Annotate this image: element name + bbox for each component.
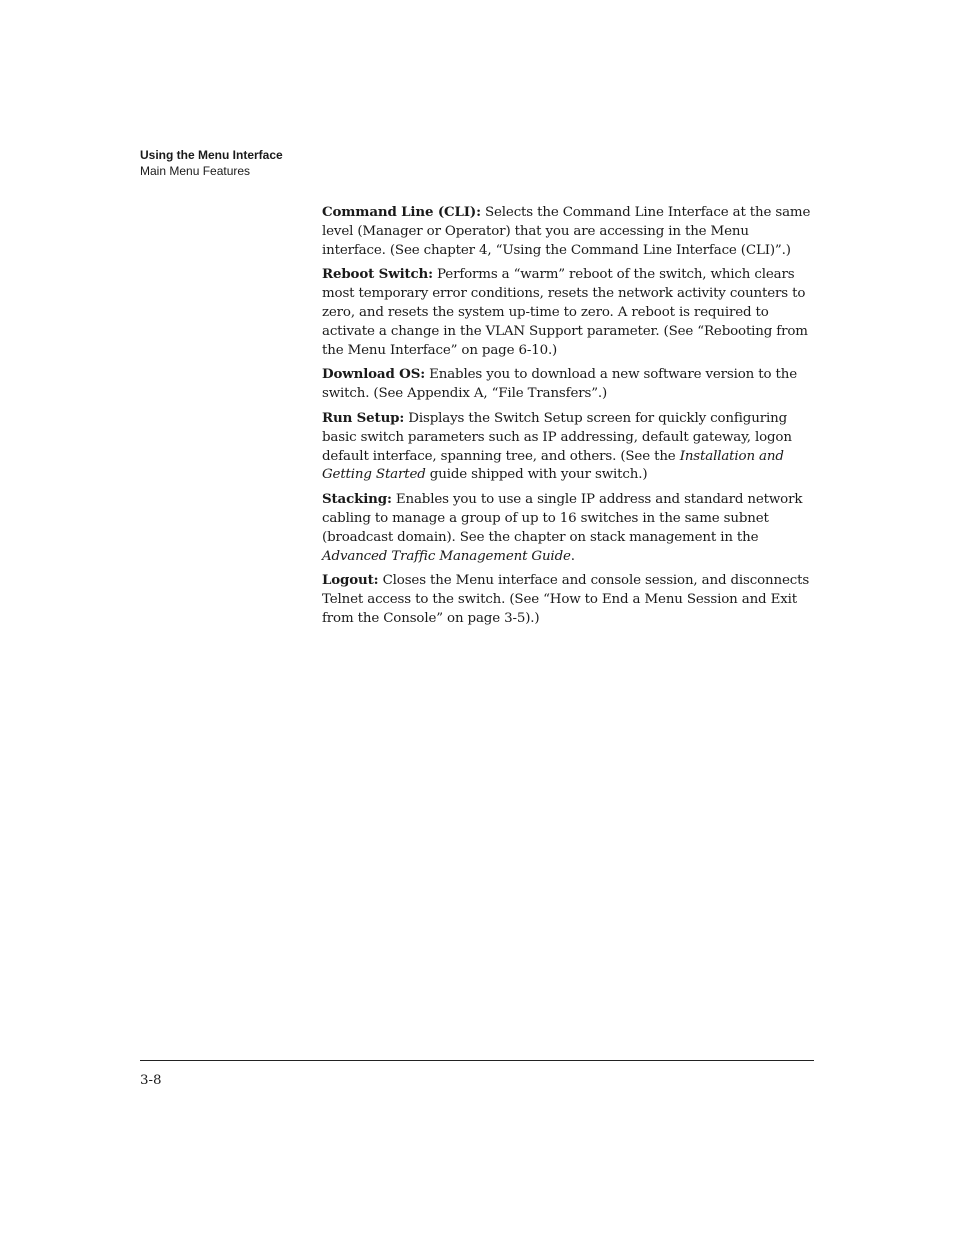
footer-divider <box>140 1060 814 1061</box>
entry-description: Performs a “warm” reboot of the switch, which clears most temporary error conditions, resets the network activity counters to zero, and resets the system up-time to zero. A reboot is required to activate a change in the VLAN Support parameter. (See “Rebooting from the Menu Interface” on page 6-10.) <box>322 267 808 358</box>
page-number: 3-8 <box>140 1073 162 1088</box>
download-os-entry <box>322 365 814 404</box>
command-line-entry <box>322 203 814 260</box>
guide-title: Installation and Getting Started <box>322 448 784 483</box>
entry-description: Enables you to use a single IP address and standard network cabling to manage a group of up to 16 switches in the same subnet (broadcast domain). See the chapter on stack management in the <box>322 492 803 545</box>
entry-description: Enables you to download a new software version to the switch. (See Appendix A, “File Transfers”.) <box>322 367 797 402</box>
entry-description: Selects the Command Line Interface at the same level (Manager or Operator) that you are accessing in the Menu interface. (See chapter 4, “Using the Command Line Interface (CLI)”.) <box>322 205 811 258</box>
entry-description-end: guide shipped with your switch.) <box>425 467 648 483</box>
stacking-entry <box>322 490 814 566</box>
entry-term: Reboot Switch: <box>322 266 433 283</box>
chapter-title: Using the Menu Interface <box>140 148 283 162</box>
running-header <box>140 147 283 179</box>
entry-term: Stacking: <box>322 491 392 508</box>
entry-term: Run Setup: <box>322 409 405 426</box>
menu-feature-descriptions <box>322 203 814 634</box>
guide-title: Advanced Traffic Management Guide <box>322 548 571 564</box>
entry-description: Closes the Menu interface and console session, and disconnects Telnet access to the switch. (See “How to End a Menu Session and Exit from the Console” on page 3-5).) <box>322 573 810 626</box>
logout-entry <box>322 571 814 628</box>
entry-term: Download OS: <box>322 366 426 383</box>
run-setup-entry <box>322 409 814 485</box>
entry-description-end: . <box>570 548 575 564</box>
entry-description: Displays the Switch Setup screen for quickly configuring basic switch parameters such as IP addressing, default gateway, logon default interface, spanning tree, and others. (See the <box>322 410 792 464</box>
entry-term: Command Line (CLI): <box>322 204 481 220</box>
reboot-switch-entry <box>322 265 814 360</box>
section-title: Main Menu Features <box>140 164 251 178</box>
entry-term: Logout: <box>322 572 379 589</box>
